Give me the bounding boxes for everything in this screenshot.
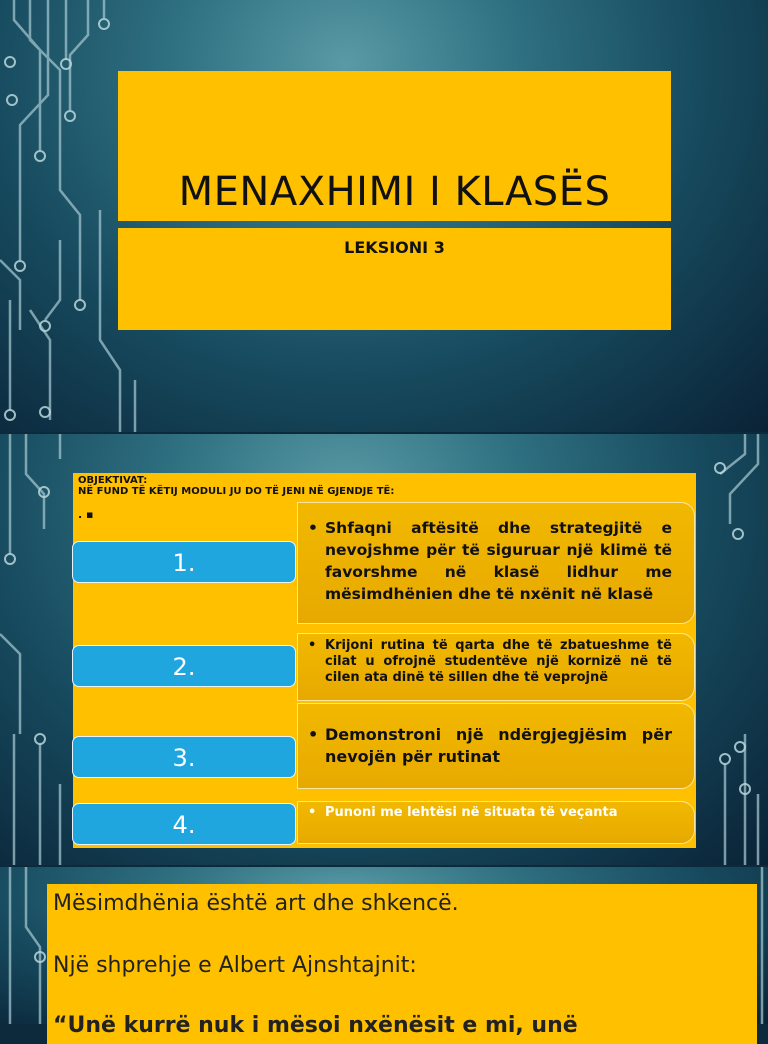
- stray-bullet-text: . ▪: [78, 508, 94, 521]
- objective-text-2: Krijoni rutina të qarta dhe të zbatueshme të cilat u ofrojnë studentëve një kornizë në të cilen ata dinë të sillen dhe të veprojnë: [325, 638, 672, 685]
- quote-intro-line: Një shprehje e Albert Ajnshtajnit:: [53, 953, 417, 978]
- quote-slide: [0, 867, 768, 1038]
- objective-text-1: Shfaqni aftësitë dhe strategjitë e nevojshme për të siguruar një klimë të favorshme në klasë lidhur me mësimdhënien dhe të nxënit në klasë: [325, 519, 672, 603]
- objective-item-4: [297, 801, 695, 844]
- objective-item-1: [297, 502, 695, 624]
- slide-title: MENAXHIMI I KLASËS: [178, 169, 611, 215]
- statement-line: Mësimdhënia është art dhe shkencë.: [53, 891, 459, 916]
- slide-subtitle: LEKSIONI 3: [344, 238, 445, 257]
- objective-item-3: [297, 703, 695, 789]
- objective-number-3: 3.: [72, 736, 296, 778]
- bullet-icon: •: [308, 519, 318, 537]
- objective-number-4: 4.: [72, 803, 296, 845]
- objectives-heading: [78, 475, 394, 497]
- bullet-icon: •: [308, 638, 317, 653]
- subtitle-box: [118, 228, 671, 330]
- objectives-slide: [0, 434, 768, 865]
- objectives-label: OBJEKTIVAT:: [78, 475, 148, 486]
- title-box: [118, 71, 671, 221]
- objective-text-3: Demonstroni një ndërgjegjësim për nevojën për rutinat: [325, 725, 672, 766]
- title-slide: [0, 0, 768, 432]
- bullet-icon: •: [308, 725, 319, 744]
- objective-number-1: 1.: [72, 541, 296, 583]
- objective-item-2: [297, 633, 695, 701]
- bullet-icon: •: [308, 805, 317, 820]
- objectives-intro: NË FUND TË KËTIJ MODULI JU DO TË JENI NË GJENDJE TË:: [78, 486, 395, 497]
- objective-text-4: Punoni me lehtësi në situata të veçanta: [325, 805, 618, 820]
- quote-line: “Unë kurrë nuk i mësoi nxënësit e mi, unë: [53, 1013, 578, 1038]
- objective-number-2: 2.: [72, 645, 296, 687]
